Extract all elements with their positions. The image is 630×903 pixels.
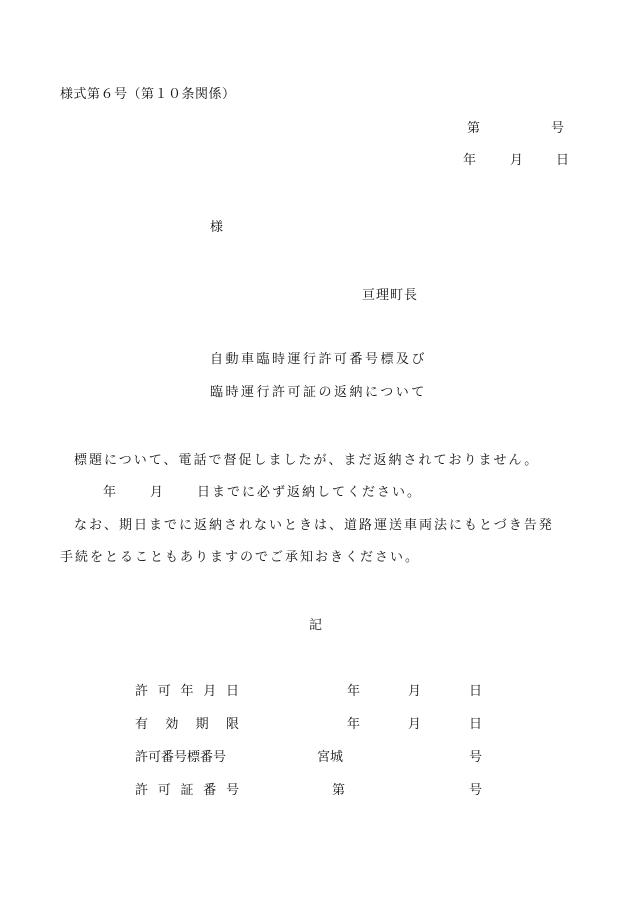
label-char: 許: [135, 684, 149, 699]
expiry-day: 日: [469, 717, 483, 732]
title-line-2: 臨時運行許可証の返納について: [210, 385, 427, 400]
plate-number-label: 許可番号標番号: [135, 750, 227, 765]
addressee-honorific: 様: [210, 220, 224, 235]
label-char: 日: [225, 684, 239, 699]
label-char: 期: [195, 717, 209, 732]
label-char: 有: [135, 717, 149, 732]
permit-date-month: 月: [408, 684, 422, 699]
label-char: 可: [157, 783, 171, 798]
label-char: 可: [157, 684, 171, 699]
issuer-name: 亘理町長: [362, 288, 419, 303]
deadline-year: 年: [103, 485, 117, 500]
form-label: 様式第６号（第１０条関係）: [60, 87, 236, 102]
doc-number-suffix: 号: [551, 121, 565, 136]
doc-date-day: 日: [556, 153, 570, 168]
label-char: 年: [180, 684, 194, 699]
certificate-number-label: [135, 784, 239, 797]
body-paragraph-3: なお、期日までに返納されないときは、道路運送車両法にもとづき告発: [74, 518, 554, 533]
title-line-1: 自動車臨時運行許可番号標及び: [210, 352, 428, 367]
record-heading: 記: [309, 618, 323, 633]
label-char: 証: [180, 783, 194, 798]
expiry-label: [135, 718, 239, 731]
body-paragraph-1: 標題について、電話で督促しましたが、まだ返納されておりません。: [74, 453, 540, 468]
label-char: 番: [203, 783, 217, 798]
deadline-text: 日までに必ず返納してください。: [197, 485, 423, 500]
label-char: 号: [225, 783, 239, 798]
plate-number-prefix: 宮城: [317, 750, 344, 765]
label-char: 月: [203, 684, 217, 699]
body-paragraph-4: 手続をとることもありますのでご承知おきください。: [60, 550, 421, 565]
label-char: 許: [135, 783, 149, 798]
doc-date-month: 月: [510, 153, 524, 168]
deadline-month: 月: [150, 485, 164, 500]
expiry-year: 年: [347, 717, 361, 732]
label-char: 限: [225, 717, 239, 732]
certificate-number-suffix: 号: [469, 783, 483, 798]
expiry-month: 月: [408, 717, 422, 732]
certificate-number-prefix: 第: [332, 783, 346, 798]
doc-number-prefix: 第: [467, 121, 481, 136]
permit-date-label: [135, 685, 239, 698]
permit-date-year: 年: [347, 684, 361, 699]
permit-date-day: 日: [469, 684, 483, 699]
doc-date-year: 年: [463, 153, 477, 168]
plate-number-suffix: 号: [469, 750, 483, 765]
label-char: 効: [165, 717, 179, 732]
